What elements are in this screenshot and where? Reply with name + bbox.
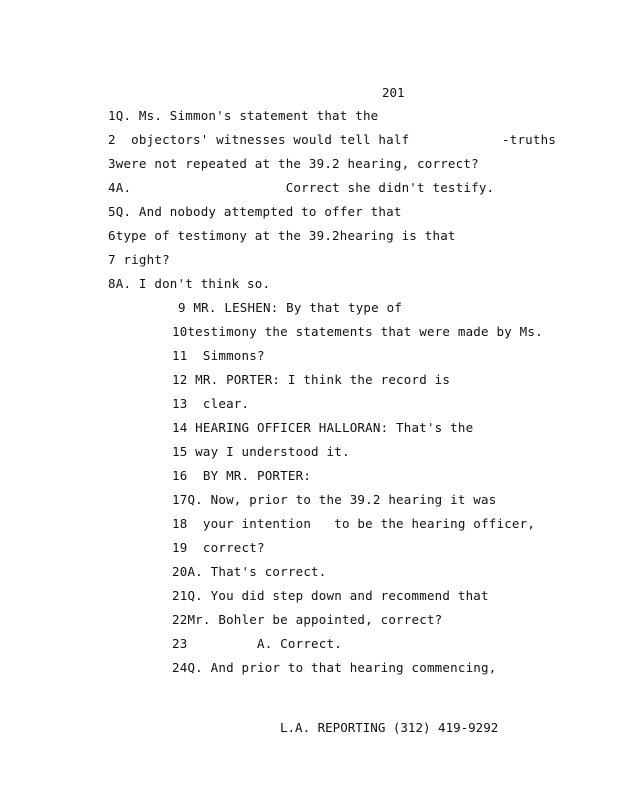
- transcript-line: 12 MR. PORTER: I think the record is: [172, 372, 451, 387]
- transcript-line: 22Mr. Bohler be appointed, correct?: [172, 612, 443, 627]
- transcript-line: 15 way I understood it.: [172, 444, 350, 459]
- transcript-line: 14 HEARING OFFICER HALLORAN: That's the: [172, 420, 474, 435]
- page-number: 201: [382, 85, 405, 100]
- transcript-line: 3were not repeated at the 39.2 hearing, correct?: [108, 156, 479, 171]
- transcript-line: 9 MR. LESHEN: By that type of: [178, 300, 403, 315]
- transcript-line: 21Q. You did step down and recommend that: [172, 588, 489, 603]
- transcript-line: 11 Simmons?: [172, 348, 265, 363]
- transcript-line: 4A. Correct she didn't testify.: [108, 180, 495, 195]
- transcript-line: 16 BY MR. PORTER:: [172, 468, 312, 483]
- transcript-line: 24Q. And prior to that hearing commencing,: [172, 660, 497, 675]
- transcript-line: 17Q. Now, prior to the 39.2 hearing it was: [172, 492, 497, 507]
- transcript-line: 1Q. Ms. Simmon's statement that the: [108, 108, 379, 123]
- transcript-line: 10testimony the statements that were made by Ms.: [172, 324, 543, 339]
- transcript-line: 20A. That's correct.: [172, 564, 327, 579]
- transcript-line: 5Q. And nobody attempted to offer that: [108, 204, 402, 219]
- transcript-line: 6type of testimony at the 39.2hearing is that: [108, 228, 456, 243]
- transcript-line: 23 A. Correct.: [172, 636, 342, 651]
- transcript-line: 2 objectors' witnesses would tell half -truths: [108, 132, 557, 147]
- transcript-line: 19 correct?: [172, 540, 265, 555]
- transcript-line: 13 clear.: [172, 396, 250, 411]
- transcript-line: 18 your intention to be the hearing officer,: [172, 516, 536, 531]
- page-footer: L.A. REPORTING (312) 419-9292: [280, 720, 499, 735]
- transcript-line: 7 right?: [108, 252, 170, 267]
- transcript-line: 8A. I don't think so.: [108, 276, 271, 291]
